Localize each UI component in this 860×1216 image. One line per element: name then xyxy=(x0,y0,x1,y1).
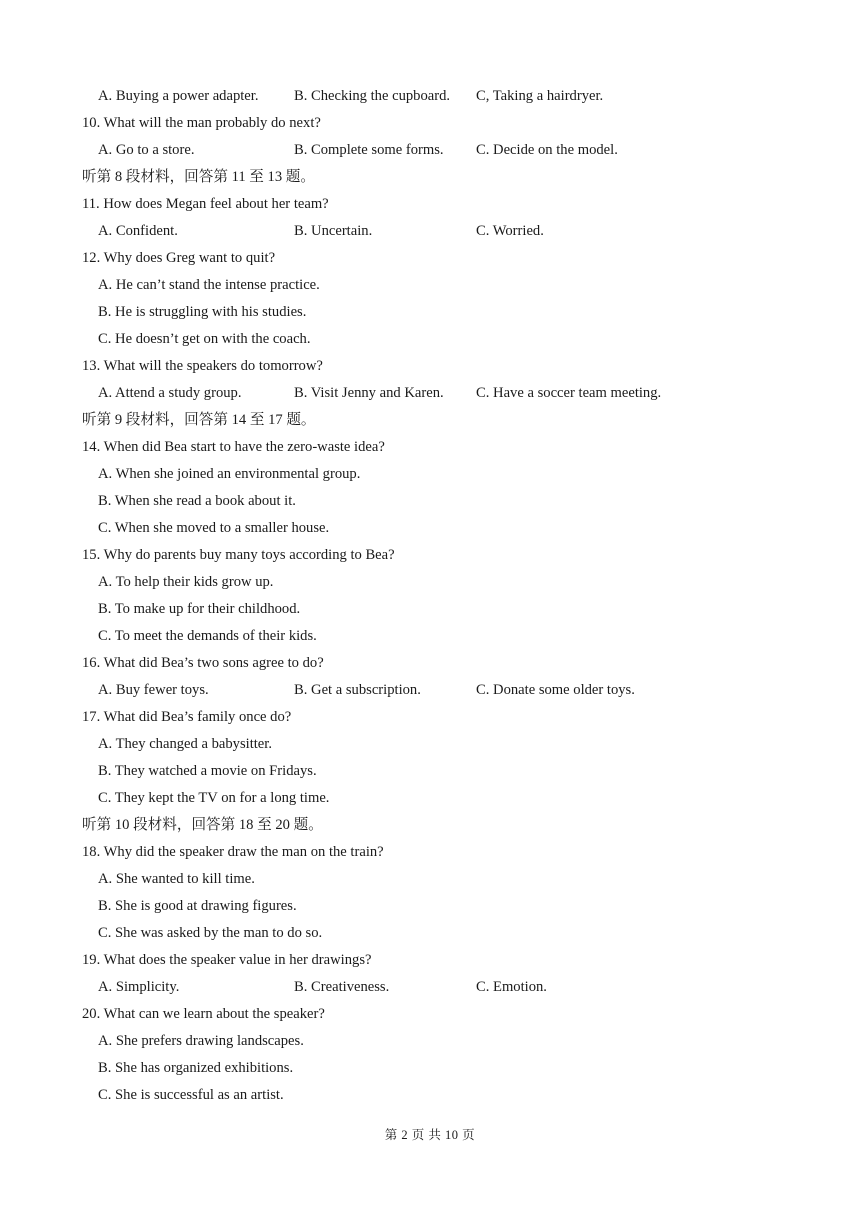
question-12: 12. Why does Greg want to quit? xyxy=(82,250,276,266)
question-16: 16. What did Bea’s two sons agree to do? xyxy=(82,655,324,671)
q18-option-a: A. She wanted to kill time. xyxy=(98,871,255,887)
q9-option-b: B. Checking the cupboard. xyxy=(294,88,451,104)
q9-option-a: A. Buying a power adapter. xyxy=(98,88,259,104)
q18-option-c: C. She was asked by the man to do so. xyxy=(98,925,323,941)
question-17: 17. What did Bea’s family once do? xyxy=(82,709,292,725)
section-heading-10: 听第 10 段材料，回答第 18 至 20 题。 xyxy=(82,817,323,833)
q10-option-b: B. Complete some forms. xyxy=(294,142,444,158)
question-20: 20. What can we learn about the speaker? xyxy=(82,1006,325,1022)
q14-option-b: B. When she read a book about it. xyxy=(98,493,296,509)
q11-option-a: A. Confident. xyxy=(98,223,178,239)
q15-option-a: A. To help their kids grow up. xyxy=(98,574,274,590)
question-11: 11. How does Megan feel about her team? xyxy=(82,196,329,212)
q20-option-c: C. She is successful as an artist. xyxy=(98,1087,284,1103)
question-18: 18. Why did the speaker draw the man on the train? xyxy=(82,844,384,860)
question-14: 14. When did Bea start to have the zero-waste idea? xyxy=(82,439,385,455)
q17-option-a: A. They changed a babysitter. xyxy=(98,736,272,752)
q12-option-a: A. He can’t stand the intense practice. xyxy=(98,277,320,293)
q13-option-b: B. Visit Jenny and Karen. xyxy=(294,385,444,401)
section-heading-8: 听第 8 段材料，回答第 11 至 13 题。 xyxy=(82,169,315,185)
q10-option-a: A. Go to a store. xyxy=(98,142,195,158)
q19-option-a: A. Simplicity. xyxy=(98,979,180,995)
q20-option-a: A. She prefers drawing landscapes. xyxy=(98,1033,304,1049)
q13-option-a: A. Attend a study group. xyxy=(98,385,242,401)
page-footer: 第 2 页 共 10 页 xyxy=(384,1128,476,1142)
question-19: 19. What does the speaker value in her drawings? xyxy=(82,952,372,968)
q13-option-c: C. Have a soccer team meeting. xyxy=(476,385,662,401)
q17-option-b: B. They watched a movie on Fridays. xyxy=(98,763,317,779)
q20-option-b: B. She has organized exhibitions. xyxy=(98,1060,294,1076)
q15-option-b: B. To make up for their childhood. xyxy=(98,601,301,617)
question-15: 15. Why do parents buy many toys according to Bea? xyxy=(82,547,395,563)
q16-option-c: C. Donate some older toys. xyxy=(476,682,635,698)
q16-option-b: B. Get a subscription. xyxy=(294,682,421,698)
q19-option-c: C. Emotion. xyxy=(476,979,547,995)
question-10: 10. What will the man probably do next? xyxy=(82,115,321,131)
q19-option-b: B. Creativeness. xyxy=(294,979,390,995)
q18-option-b: B. She is good at drawing figures. xyxy=(98,898,297,914)
q16-option-a: A. Buy fewer toys. xyxy=(98,682,209,698)
q15-option-c: C. To meet the demands of their kids. xyxy=(98,628,317,644)
q11-option-b: B. Uncertain. xyxy=(294,223,373,239)
q12-option-b: B. He is struggling with his studies. xyxy=(98,304,307,320)
q17-option-c: C. They kept the TV on for a long time. xyxy=(98,790,330,806)
q9-option-c: C, Taking a hairdryer. xyxy=(476,88,604,104)
section-heading-9: 听第 9 段材料，回答第 14 至 17 题。 xyxy=(82,412,316,428)
q11-option-c: C. Worried. xyxy=(476,223,544,239)
q14-option-a: A. When she joined an environmental group. xyxy=(98,466,361,482)
q10-option-c: C. Decide on the model. xyxy=(476,142,618,158)
question-13: 13. What will the speakers do tomorrow? xyxy=(82,358,323,374)
q14-option-c: C. When she moved to a smaller house. xyxy=(98,520,330,536)
q12-option-c: C. He doesn’t get on with the coach. xyxy=(98,331,311,347)
